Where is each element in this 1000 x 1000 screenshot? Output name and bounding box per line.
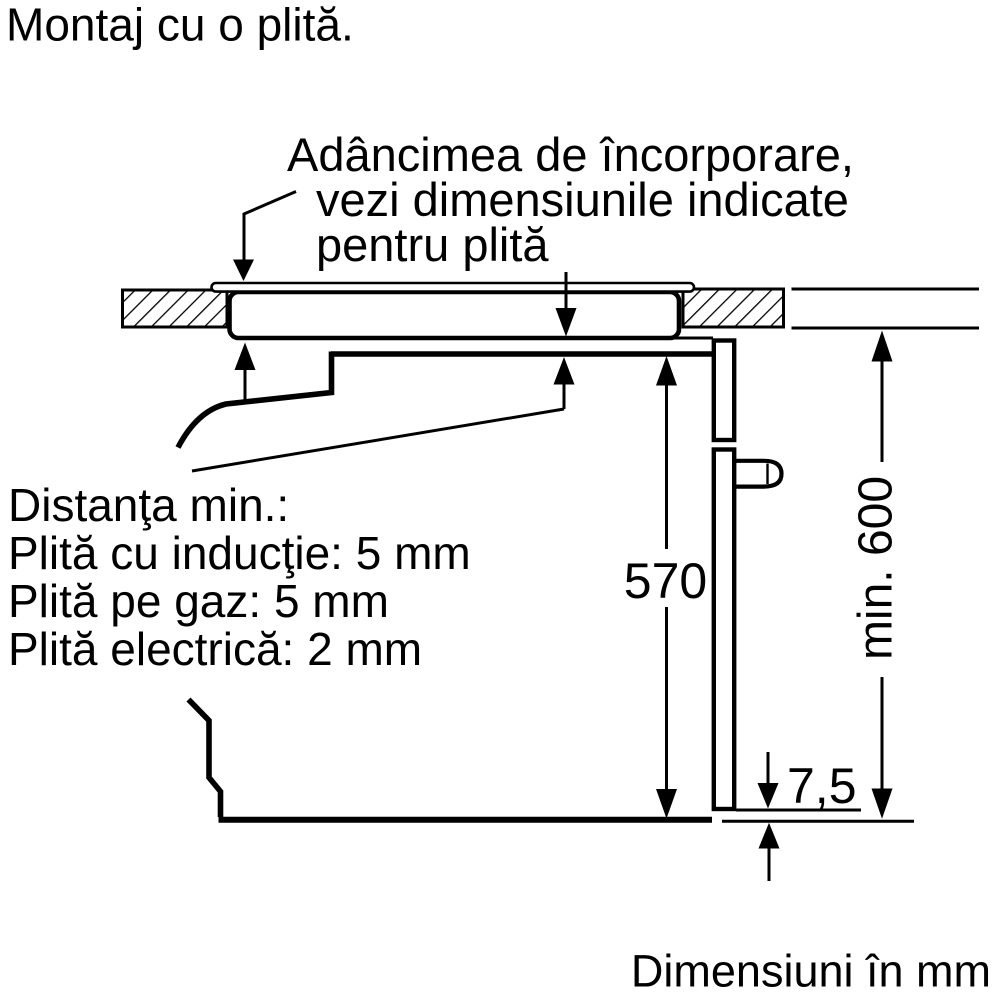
min-distance-annotation [192,343,575,472]
hob-depth-note-line-1: Adâncimea de încorporare, [287,128,854,181]
oven-front-lower-edge [189,700,221,818]
dim600-arrow-up-icon [872,331,893,362]
bottom-clearance-value: 7,5 [787,758,857,814]
units-footer-note: Dimensiuni în mm [630,945,991,997]
distance-leader-line [192,409,564,471]
dim600-arrow-down-icon [872,789,893,819]
hob-tub [230,292,680,338]
depth-leader-line [244,192,296,261]
gap-arrow-up-right-icon [554,357,575,385]
hob-flange [212,283,695,292]
hob [212,283,714,338]
hob-depth-note-line-2: vezi dimensiunile indicate [316,173,849,226]
depth-arrow-down-icon [233,260,254,282]
oven-height-value: 570 [623,553,708,609]
gap-arrow-up-left-icon [235,343,256,371]
countertop-right-hatch [683,289,784,327]
min-distance-note-line-2: Plită cu inducţie: 5 mm [8,527,471,579]
oven-rear-panel-upper [714,341,734,441]
oven-rear-panel-lower [714,450,734,810]
dimension-7-5 [758,752,780,881]
oven-knob [735,461,782,487]
min-distance-note-line-3: Plită pe gaz: 5 mm [8,575,389,627]
dim75-arrow-down-icon [758,783,779,809]
dim570-arrow-down-icon [656,789,677,819]
min-distance-note-line-4: Plită electrică: 2 mm [8,623,423,675]
dim570-arrow-up-icon [656,356,677,386]
min-distance-note-line-1: Distanţa min.: [8,479,290,531]
countertop-left-hatch [123,290,228,327]
page-title: Montaj cu o plită. [6,0,354,51]
hob-depth-note-line-3: pentru plită [316,218,549,271]
oven-front-upper-edge [178,352,332,448]
dim75-arrow-up-icon [759,823,780,849]
niche-height-value: min. 600 [849,475,903,661]
